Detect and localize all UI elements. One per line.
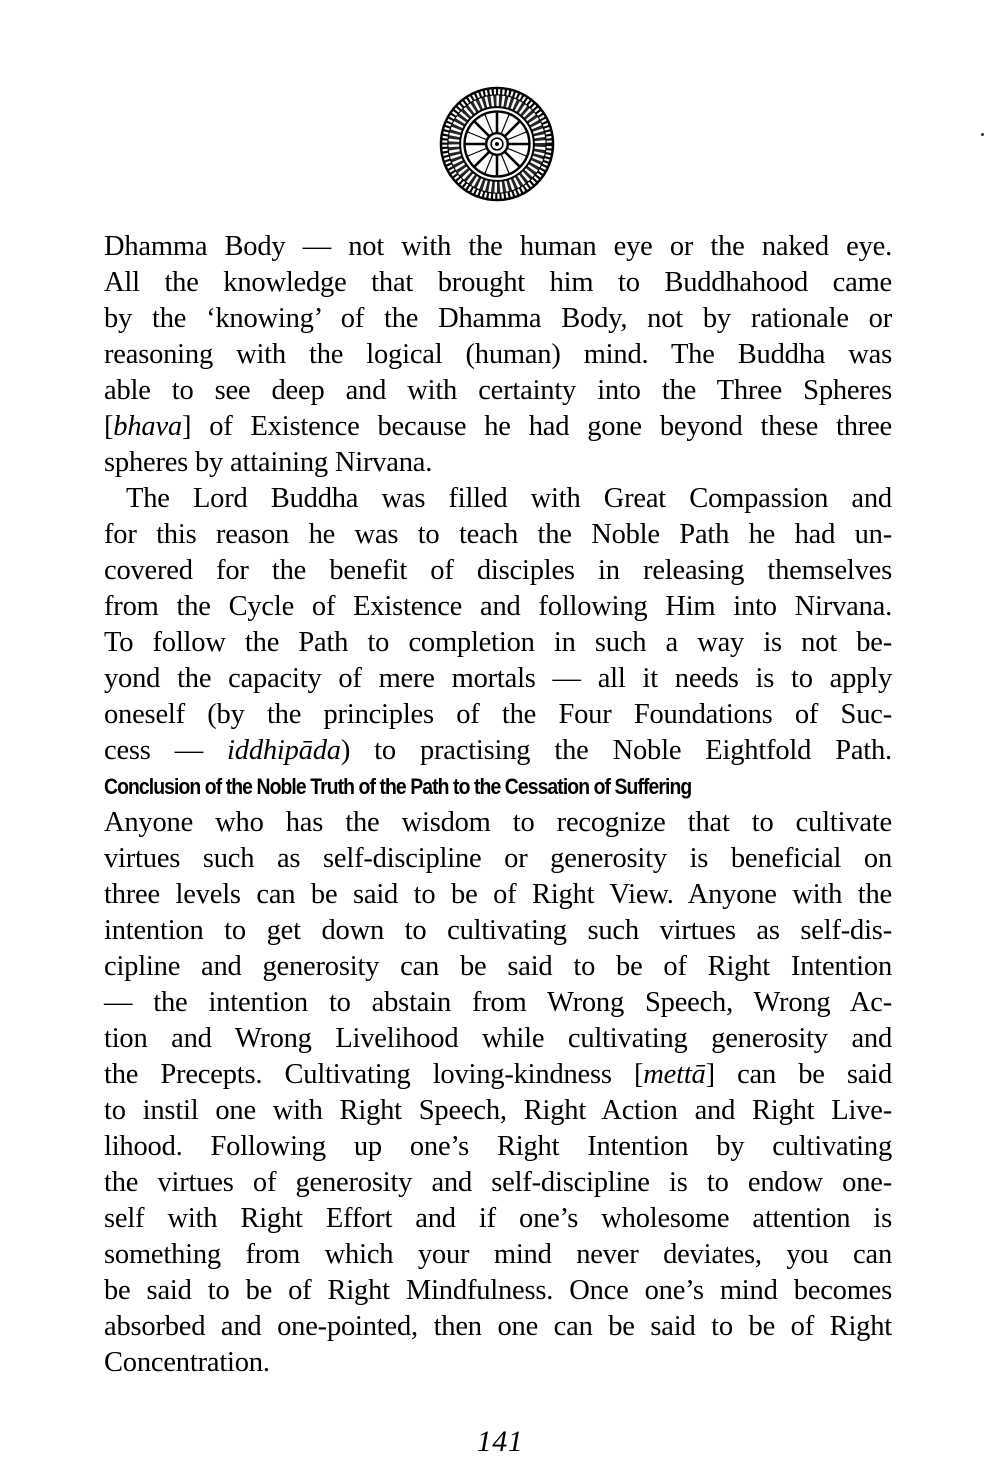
text-run: ] of Existence because he had gone beyond these three (181, 411, 892, 442)
text-line: self with Right Effort and if one’s wholesome attention is (104, 1203, 892, 1234)
page-number: 141 (476, 1425, 524, 1458)
text-run: [ (104, 411, 114, 442)
text-line: lihood. Following up one’s Right Intention by cultivating (104, 1131, 892, 1162)
text-line: All the knowledge that brought him to Buddhahood came (104, 267, 892, 298)
text-line: tion and Wrong Livelihood while cultivating generosity and (104, 1023, 892, 1054)
text-run: ] can be said (705, 1059, 893, 1090)
paragraph (104, 229, 892, 481)
text-line: virtues such as self-discipline or generosity is beneficial on (104, 843, 892, 874)
text-line: Concentration. (104, 1347, 270, 1378)
text-line: cipline and generosity can be said to be of Right Intention (104, 951, 892, 982)
text-line: be said to be of Right Mindfulness. Once one’s mind becomes (104, 1275, 892, 1306)
text-line: — the intention to abstain from Wrong Speech, Wrong Ac- (104, 987, 892, 1018)
text-line: Dhamma Body — not with the human eye or the naked eye. (104, 231, 892, 262)
pali-term: iddhipāda (227, 735, 341, 766)
stray-dot (981, 133, 984, 136)
text-line: The Lord Buddha was filled with Great Compassion and (126, 483, 892, 514)
text-line (104, 1057, 892, 1093)
dhamma-wheel-icon (438, 85, 556, 203)
section-heading: Conclusion of the Noble Truth of the Path to the Cessation of Suffering (104, 774, 692, 799)
pali-term: mettā (643, 1059, 706, 1090)
text-line: spheres by attaining Nirvana. (104, 447, 433, 478)
text-line: by the ‘knowing’ of the Dhamma Body, not by rationale or (104, 303, 892, 334)
text-line: for this reason he was to teach the Noble Path he had un- (104, 519, 892, 550)
text-line: three levels can be said to be of Right View. Anyone with the (104, 879, 892, 910)
text-line: the virtues of generosity and self-discipline is to endow one- (104, 1167, 892, 1198)
text-run: ) to practising the Noble Eightfold Path. (340, 735, 892, 766)
text-line: intention to get down to cultivating such virtues as self-dis- (104, 915, 892, 946)
text-line: To follow the Path to completion in such a way is not be- (104, 627, 892, 658)
text-line: reasoning with the logical (human) mind. The Buddha was (104, 339, 892, 370)
text-line (104, 733, 892, 769)
text-line: oneself (by the principles of the Four Foundations of Suc- (104, 699, 892, 730)
text-line: from the Cycle of Existence and following Him into Nirvana. (104, 591, 892, 622)
pali-term: bhava (113, 411, 182, 442)
text-line: covered for the benefit of disciples in releasing themselves (104, 555, 892, 586)
text-line: Anyone who has the wisdom to recognize that to cultivate (104, 807, 892, 838)
text-line: something from which your mind never deviates, you can (104, 1239, 892, 1270)
text-line: to instil one with Right Speech, Right Action and Right Live- (104, 1095, 892, 1126)
text-line: yond the capacity of mere mortals — all it needs is to apply (104, 663, 892, 694)
paragraph (104, 805, 892, 1381)
text-line (104, 409, 892, 445)
text-run: the Precepts. Cultivating loving-kindness [ (104, 1059, 644, 1090)
text-run: cess — (104, 735, 228, 766)
text-line: absorbed and one-pointed, then one can be said to be of Right (104, 1311, 892, 1342)
paragraph (104, 481, 892, 769)
text-line: able to see deep and with certainty into the Three Spheres (104, 375, 892, 406)
body-text (104, 229, 892, 1381)
